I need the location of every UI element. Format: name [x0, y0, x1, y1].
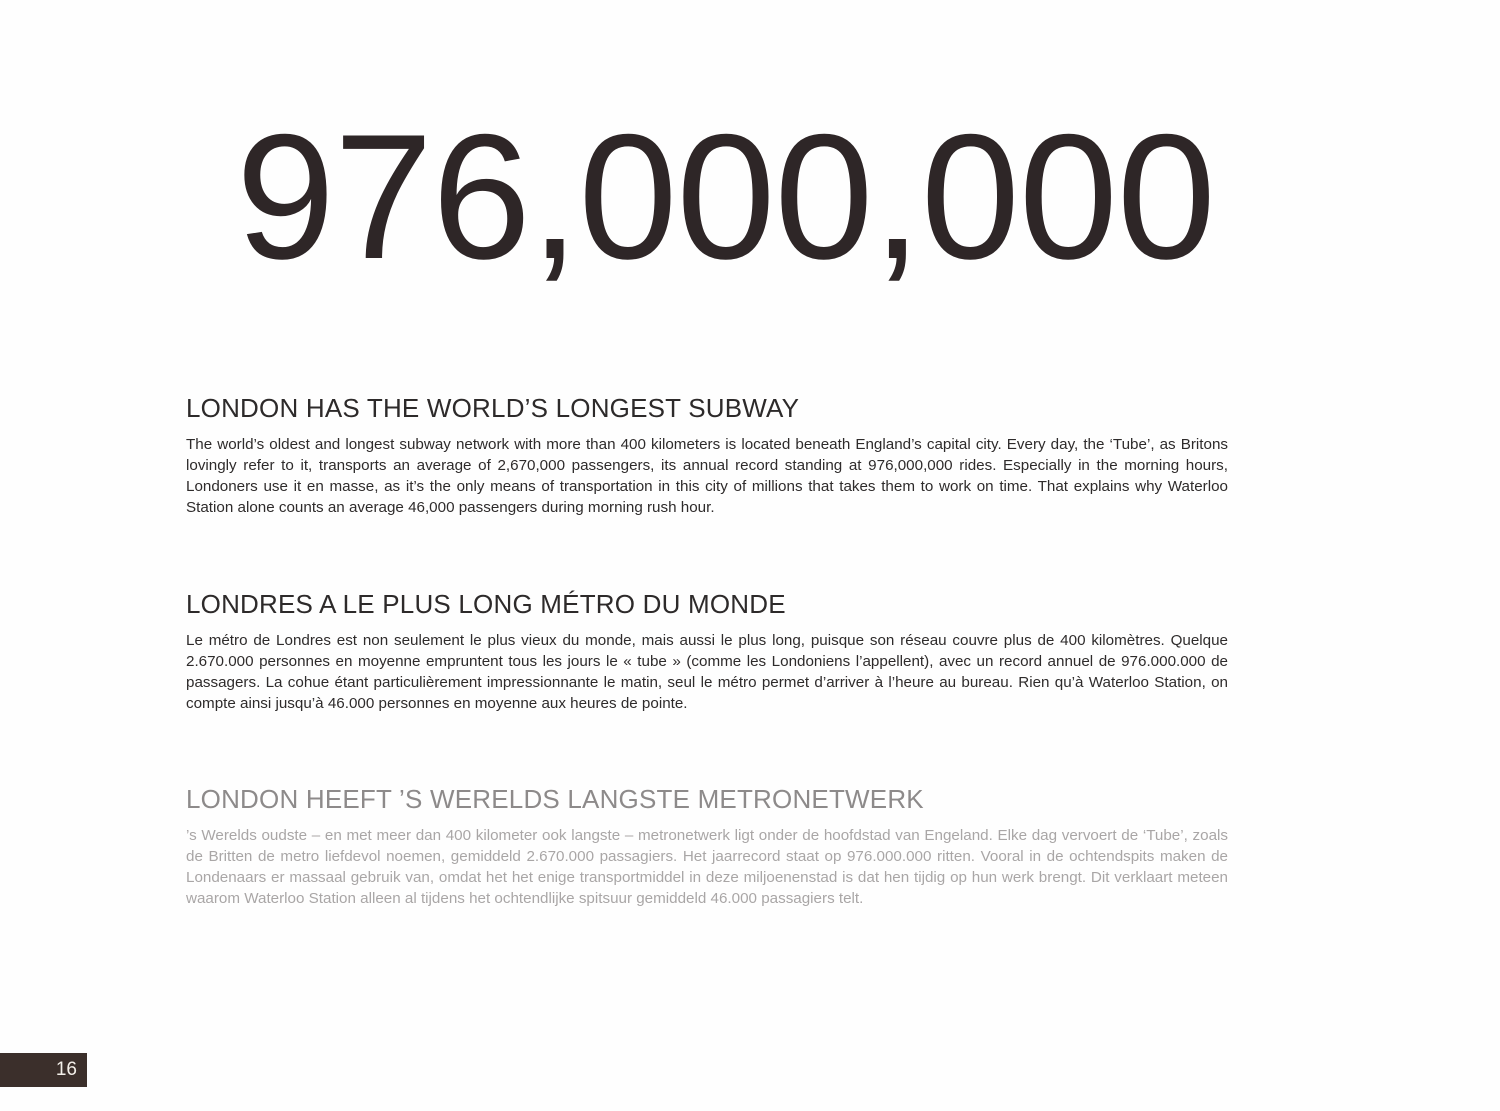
section-title-english: LONDON HAS THE WORLD’S LONGEST SUBWAY: [186, 393, 800, 423]
section-dutch: [186, 783, 1228, 909]
section-body-french: Le métro de Londres est non seulement le plus vieux du monde, mais aussi le plus long, puisque son réseau couvre plus de 400 kilomètres. Quelque 2.670.000 personnes en moyenne empruntent tous les jours le « tube » (comme les Londoniens l’appellent), avec un record annuel de 976.000.000 de passagers. La cohue étant particulièrement impressionnante le matin, seul le métro permet d’arriver à l’heure au bureau. Rien qu’à Waterloo Station, on compte ainsi jusqu’à 46.000 personnes en moyenne aux heures de pointe.: [186, 632, 1228, 712]
section-english: [186, 392, 1228, 518]
headline-number: 976,000,000: [236, 97, 1215, 296]
section-body-dutch: ’s Werelds oudste – en met meer dan 400 kilometer ook langste – metronetwerk ligt onder de hoofdstad van Engeland. Elke dag vervoert de ‘Tube’, zoals de Britten de metro liefdevol noemen, gemiddeld 2.670.000 passagiers. Het jaarrecord staat op 976.000.000 ritten. Vooral in de ochtendspits maken de Londenaars er massaal gebruik van, omdat het het enige transportmiddel in deze miljoenenstad is dat hen tijdig op hun werk brengt. Dit verklaart meteen waarom Waterloo Station alleen al tijdens het ochtendlijke spitsuur gemiddeld 46.000 passagiers telt.: [186, 827, 1228, 907]
section-title-french: LONDRES A LE PLUS LONG MÉTRO DU MONDE: [186, 589, 786, 619]
section-title-dutch: LONDON HEEFT ’S WERELDS LANGSTE METRONETWERK: [186, 784, 924, 814]
section-french: [186, 588, 1228, 714]
section-body-english: The world’s oldest and longest subway network with more than 400 kilometers is located beneath England’s capital city. Every day, the ‘Tube’, as Britons lovingly refer to it, transports an average of 2,670,000 passengers, its annual record standing at 976,000,000 rides. Especially in the morning hours, Londoners use it en masse, as it’s the only means of transportation in this city of millions that takes them to work on time. That explains why Waterloo Station alone counts an average 46,000 passengers during morning rush hour.: [186, 436, 1228, 516]
page-number: 16: [0, 1053, 87, 1087]
